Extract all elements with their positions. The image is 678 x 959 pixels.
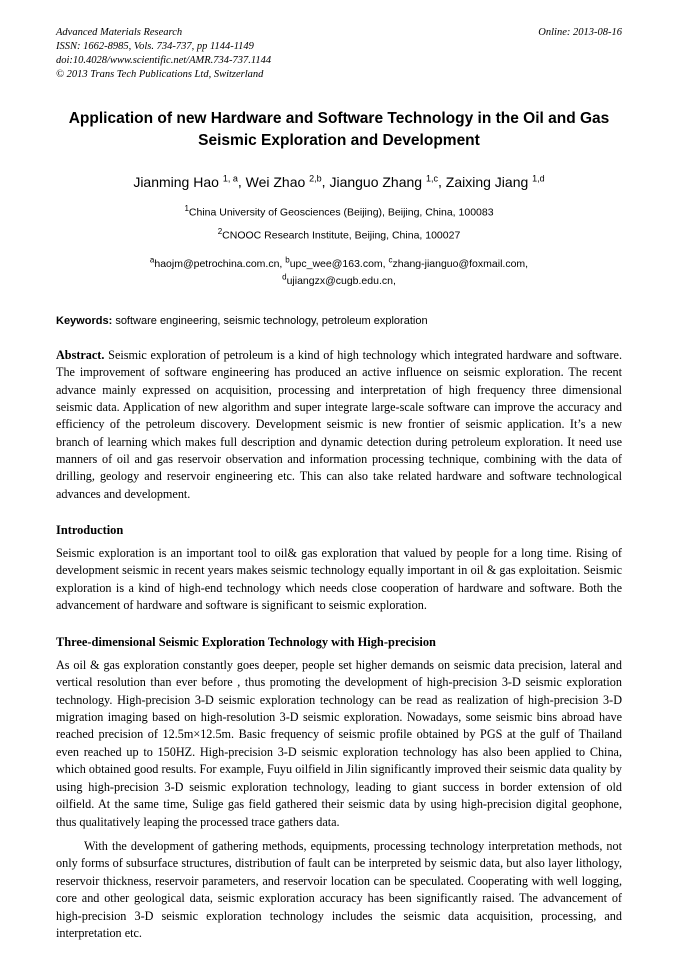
abstract-label: Abstract. [56, 347, 105, 362]
affiliation-marker: 2 [217, 226, 223, 236]
email-text: upc_wee@163.com, [289, 257, 386, 270]
keywords-label: Keywords: [56, 314, 113, 327]
author-name [133, 174, 238, 190]
author-label: Jianming Hao [133, 173, 223, 190]
author-separator: , [321, 173, 330, 190]
journal-name: Advanced Materials Research [56, 27, 183, 38]
section-paragraph: With the development of gathering methods, equipments, processing technology interpretation methods, not only forms of subsurface structures, distribution of fault can be interpreted by seismic data, but also layer lithology, reservoir thickness, reservoir parameters, and reservoir location can be speculated. Cooperating with well logging, core and other geological data, seismic exploration accuracy has been significantly raised. The advancement of high-precision 3-D seismic exploration technology includes the seismic data acquisition, processing, and interpretation etc. [56, 839, 622, 941]
copyright-line: © 2013 Trans Tech Publications Ltd, Switzerland [56, 69, 264, 81]
email-item[interactable] [285, 255, 386, 270]
affiliation-text: China University of Geosciences (Beijing), Beijing, China, 100083 [188, 206, 494, 218]
email-text: haojm@petrochina.com.cn, [154, 257, 283, 270]
abstract-block [56, 347, 622, 503]
abstract-text: Seismic exploration of petroleum is a kind of high technology which integrated hardware and software. The improvement of software engineering has produced an active influence on seismic exploration. The recent advance mainly expressed on acquisition, processing and interpretation of high frequency three dimensional seismic data. Application of new algorithm and super integrate large-scale software can improve the accuracy and efficiency of the petroleum discovery. Development seismic is new frontier of seismic application. It’s a new branch of learning which makes full description and dynamic detection during petroleum exploration. It need use manners of oil and gas reservoir observation and information processing technique, combining with the data of drilling, geology and reservoir engineering etc. This can also take related hardware and software technological advances and development. [56, 347, 623, 501]
author-label: Jianguo Zhang [329, 173, 426, 190]
affiliation-marker: 1 [184, 203, 189, 213]
author-label: Wei Zhao [245, 173, 310, 190]
journal-header [56, 26, 622, 82]
author-separator: , [438, 173, 446, 190]
section-heading: Three-dimensional Seismic Exploration Technology with High-precision [56, 634, 436, 649]
body-sections [56, 523, 622, 943]
section-paragraph: As oil & gas exploration constantly goes deeper, people set higher demands on seismic data precision, lateral and vertical resolution than ever before , thus promoting the development of high-precision 3-D seismic exploration technology. High-precision 3-D seismic exploration technology can be read as realization of high-precision 3-D migration imaging based on high-resolution 3-D seismic exploration. Nowadays, some seismic bins abroad have reached precision of 12.5m×12.5m. Basic frequency of seismic profile obtained by PGS at the gulf of Thailand even reached up to 150HZ. High-precision 3-D seismic exploration technology has also been applied to China, which obtained good results. For example, Fuyu oilfield in Jilin significantly improved their seismic data quality by using high-precision 3-D seismic exploration technology, leading to giant success in border extension of old oilfield. At the same time, Sulige gas field gathered their seismic data by using high-precision digital geophone, thus qualitatively leaping the processed trace gathers data. [56, 657, 622, 829]
author-affiliation-marker: 1,c [425, 173, 438, 184]
email-marker: c [388, 255, 393, 264]
affiliation-text: CNOOC Research Institute, Beijing, China, 100027 [222, 229, 461, 242]
email-list [56, 254, 622, 290]
author-name [446, 174, 545, 190]
email-item[interactable] [282, 272, 396, 288]
keywords-line [56, 314, 622, 329]
author-name [329, 174, 438, 190]
section-paragraph: Seismic exploration is an important tool to oil& gas exploration that valued by people for a long time. Rising of development seismic in recent years makes seismic technology equally important in oil & gas exploitation. Seismic exploration is a kind of high-end technology which needs close cooperation of hardware and software. Both the advancement of hardware and software is significant to seismic exploration. [56, 545, 622, 613]
issn-line: ISSN: 1662-8985, Vols. 734-737, pp 1144-1149 [56, 41, 254, 53]
email-marker: d [282, 272, 287, 282]
email-marker: b [285, 255, 290, 264]
affiliation-item [56, 203, 622, 221]
email-text: zhang-jianguo@foxmail.com, [392, 257, 529, 270]
email-item[interactable] [388, 255, 529, 270]
author-list [56, 172, 622, 192]
author-affiliation-marker: 2,b [309, 173, 322, 184]
affiliation-item [56, 226, 622, 244]
author-affiliation-marker: 1,d [532, 173, 545, 184]
author-separator: , [237, 173, 246, 190]
affiliation-list [56, 203, 622, 245]
email-text: ujiangzx@cugb.edu.cn, [286, 275, 396, 288]
online-date: Online: 2013-08-16 [538, 27, 622, 38]
email-item[interactable] [149, 255, 283, 270]
keywords-value: software engineering, seismic technology, petroleum exploration [115, 314, 428, 327]
author-affiliation-marker: 1, a [222, 173, 238, 184]
doi-line: doi:10.4028/www.scientific.net/AMR.734-737.1144 [56, 55, 272, 67]
email-marker: a [149, 255, 155, 264]
author-label: Zaixing Jiang [445, 173, 533, 190]
section-heading: Introduction [56, 522, 124, 537]
page-title: Application of new Hardware and Software Technology in the Oil and Gas Seismic Exploration and Development [68, 110, 610, 150]
author-name [246, 174, 322, 190]
